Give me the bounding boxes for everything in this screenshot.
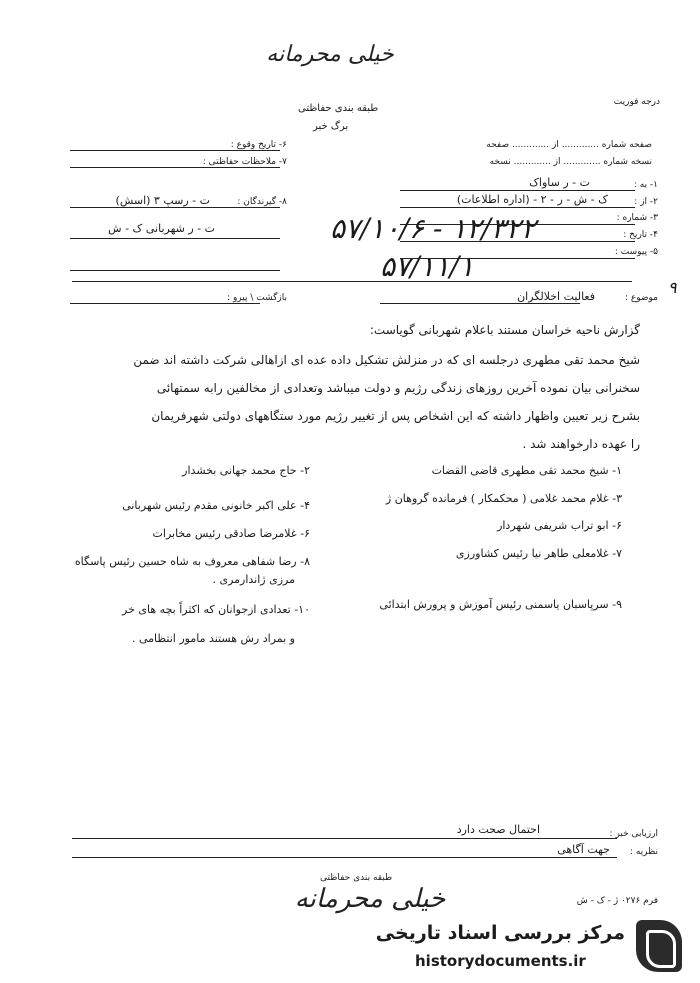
return-label: بازگشت \ پیرو : [227, 293, 287, 303]
rule-date [400, 241, 635, 242]
rule-number [400, 224, 635, 225]
to-label: ۱- به : [633, 180, 658, 190]
rule-recipients-3 [70, 270, 280, 271]
date-label: ۴- تاریخ : [623, 230, 658, 240]
rule-to [400, 190, 635, 191]
list-right-item-7: ۷- غلامعلی طاهر نیا رئیس کشاورزی [455, 547, 622, 560]
recipients-value: ت - رسپ ۳ (اسش) [115, 194, 210, 207]
classification-stamp-bottom: خیلی محرمانه [294, 884, 446, 914]
copy-number-label: نسخه شماره ............. از ............. نسخه [489, 157, 652, 167]
recipients-value-2: ت - ر شهربانی ک - ش [108, 222, 215, 235]
list-right-item-3: ۳- غلام محمد غلامی ( محکمکار ) فرمانده گروهان ژ [385, 492, 622, 505]
list-left-item-8: ۸- رضا شفاهی معروف به شاه حسین رئیس پاسگاه [74, 555, 310, 568]
from-value: ک - ش - ر - ۲ - (اداره اطلاعات) [456, 193, 608, 206]
body-line-3: سخنرانی بیان نموده آخرین روزهای زندگی رژیم و دولت میباشد وتعدادی از مخالفین رابه سمتهائی [156, 381, 640, 395]
rule-evaluation [72, 838, 617, 839]
watermark-title: مرکز بررسی اسناد تاریخی [375, 922, 625, 944]
date-value-handwritten: ۵۷/۱۱/۱ [380, 250, 475, 283]
attachment-label: ۵- پیوست : [614, 247, 658, 257]
list-right-item-6: ۶- ابو تراب شریفی شهردار [497, 519, 622, 532]
list-left-item-2: ۲- حاج محمد جهانی بخشدار [182, 464, 310, 477]
rule-recipients [70, 207, 280, 208]
subject-value: فعالیت اخلالگران [517, 290, 595, 303]
list-left-item-6: ۶- غلامرضا صادقی رئیس مخابرات [152, 527, 310, 540]
comment-label: نظریه : [629, 847, 658, 857]
evaluation-label: ارزیابی خبر : [609, 829, 658, 839]
form-number: فرم ۰۲۷۶ ژ - ک - ش [576, 896, 658, 906]
classification-label-top: طبقه بندی حفاظتی [298, 103, 379, 114]
body-line-1: گزارش ناحیه خراسان مستند باعلام شهربانی گویاست: [369, 323, 640, 337]
rule-incident-date [70, 150, 280, 151]
list-right-item-9: ۹- سرپاسبان یاسمنی رئیس آموزش و پرورش ابتدائی [379, 598, 622, 611]
list-left-item-8-cont: مرزی ژاندارمری . [212, 573, 295, 586]
number-value-handwritten: ۱۲/۳۲۲ - ۵۷/۱۰/۶ [330, 212, 536, 245]
classification-label-bottom: طبقه بندی حفاظتی [320, 873, 393, 883]
urgency-label: درجه فوریت [613, 97, 660, 107]
number-label: ۳- شماره : [616, 213, 658, 223]
margin-mark: ۹ [668, 278, 677, 297]
page-number-label: صفحه شماره ............. از ............. صفحه [486, 140, 652, 150]
from-label: ۲- از : [634, 197, 658, 207]
rule-return [70, 303, 260, 304]
evaluation-value: احتمال صحت دارد [456, 823, 540, 836]
watermark-url[interactable]: historydocuments.ir [415, 952, 586, 970]
rule-comment [72, 857, 617, 858]
form-title: برگ خبر [313, 121, 349, 132]
archive-logo-icon [636, 920, 682, 972]
rule-from [400, 207, 635, 208]
classification-stamp-top: خیلی محرمانه [266, 42, 394, 67]
to-value: ت - ر ساواک [529, 176, 590, 189]
list-right-item-1: ۱- شیخ محمد تقی مطهری قاضی القضات [431, 464, 622, 477]
rule-subject [380, 303, 580, 304]
rule-header-bottom [72, 281, 632, 282]
list-left-item-10-cont: و بمراد رش هستند مامور انتظامی . [131, 632, 295, 645]
body-line-2: شیخ محمد تقی مطهری درجلسه ای که در منزلش تشکیل داده عده ای ازاهالی شرکت داشته اند ضمن [133, 353, 640, 367]
body-line-5: را عهده دارخواهند شد . [522, 437, 640, 451]
rule-recipients-2 [70, 238, 280, 239]
incident-date-label: ۶- تاریخ وقوع : [230, 140, 287, 150]
rule-attachment [400, 258, 635, 259]
comment-value: جهت آگاهی [557, 843, 610, 856]
rule-security-notes [70, 167, 280, 168]
list-left-item-4: ۴- علی اکبر خانونی مقدم رئیس شهربانی [122, 499, 310, 512]
subject-label: موضوع : [624, 293, 658, 303]
security-notes-label: ۷- ملاحظات حفاظتی : [202, 157, 287, 167]
recipients-label: ۸- گیرندگان : [237, 197, 287, 207]
body-line-4: بشرح زیر تعیین واظهار داشته که این اشخاص پس از تغییر رژیم مورد ستگاههای دولتی شهرفریمان [151, 409, 640, 423]
list-left-item-10: ۱۰- تعدادی ازجوانان که اکثراً بچه های خر [122, 603, 310, 616]
